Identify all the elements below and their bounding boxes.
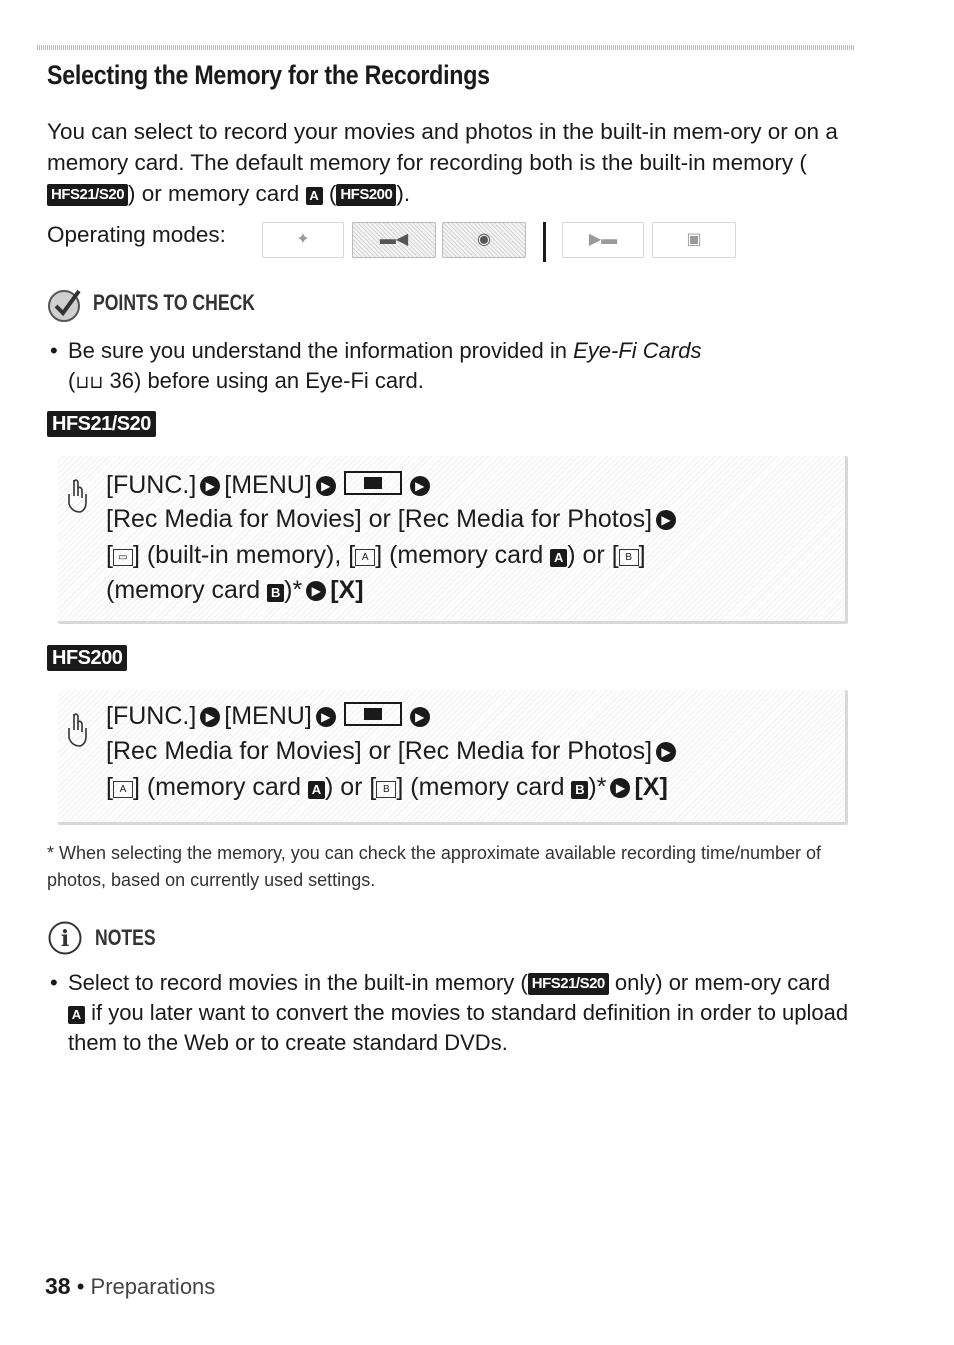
next-arrow-icon: ▶ [200, 707, 220, 727]
memory-card-a-icon: A [308, 781, 325, 799]
notes-text: if you later want to convert the movies to standard definition in order to upload them to the Web or to create standard DVDs. [68, 1000, 849, 1055]
close-label: [X] [634, 773, 668, 801]
next-arrow-icon: ▶ [410, 707, 430, 727]
model-chip-hfs21: HFS21/S20 [528, 973, 609, 995]
camera-setup-menu-icon [344, 702, 402, 726]
intro-text: You can select to record your movies and photos in the built-in mem-ory or on a memory card. The default memory for recording both is the built-in memory ( [47, 119, 838, 175]
option-text: ] (memory card [375, 541, 551, 569]
operating-modes-label: Operating modes: [47, 222, 226, 247]
option-text: ] (built-in memory), [ [132, 541, 356, 569]
memory-card-b-icon: B [571, 781, 588, 799]
close-label: [X] [330, 576, 364, 604]
notes-text: Select to record movies in the built-in memory ( [68, 970, 528, 995]
notes-text: only) or mem-ory card [608, 970, 831, 995]
bullet-text: Be sure you understand the information provided in [68, 338, 574, 363]
photo-camera-icon: ◉ [442, 222, 526, 258]
rec-media-label: [Rec Media for Movies] or [Rec Media for Photos] [106, 737, 653, 765]
option-text: )* [588, 773, 607, 801]
func-label: [FUNC.] [106, 471, 197, 499]
next-arrow-icon: ▶ [316, 476, 336, 496]
memory-card-b-icon: B [267, 584, 284, 602]
func-label: [FUNC.] [106, 702, 197, 730]
hand-pointer-icon [62, 710, 90, 750]
procedure-line-2 [106, 501, 680, 537]
playback-photo-icon: ▣ [652, 222, 736, 258]
model-label-hfs21 [47, 411, 156, 437]
next-arrow-icon: ▶ [656, 510, 676, 530]
intro-paragraph [47, 116, 857, 209]
option-text: ) or [ [324, 773, 377, 801]
points-to-check-title: POINTS TO CHECK [93, 290, 256, 315]
section-name: Preparations [90, 1274, 216, 1299]
card-b-option-icon: B [376, 781, 396, 798]
intro-text: ) or memory card [128, 181, 306, 206]
procedure-line-2 [106, 733, 680, 769]
book-icon: ⊔⊔ [75, 372, 104, 392]
bracket: [ [106, 773, 113, 801]
built-in-memory-icon: ▭ [113, 549, 133, 566]
model-label-hfs200 [47, 645, 127, 671]
movie-camera-icon: ▬◀ [352, 222, 436, 258]
page-footer [45, 1273, 215, 1300]
next-arrow-icon: ▶ [200, 476, 220, 496]
rec-media-label: [Rec Media for Movies] or [Rec Media for Photos] [106, 505, 653, 533]
procedure-line-3 [106, 769, 668, 805]
auto-mode-icon: ✦ [262, 222, 344, 258]
next-arrow-icon: ▶ [656, 742, 676, 762]
bullet-text: ( [68, 368, 76, 393]
card-a-option-icon: A [355, 549, 375, 566]
playback-movie-icon: ▶▬ [562, 222, 644, 258]
procedure-line-3 [106, 537, 646, 573]
option-text: ] (memory card [132, 773, 308, 801]
footer-separator: • [76, 1274, 85, 1299]
model-chip: HFS200 [47, 645, 127, 671]
menu-label: [MENU] [224, 471, 312, 499]
option-text: ] [638, 541, 646, 569]
intro-text: ). [396, 181, 411, 206]
next-arrow-icon: ▶ [610, 778, 630, 798]
bullet-text: 36) before using an Eye-Fi card. [103, 368, 424, 393]
option-text: ] (memory card [396, 773, 572, 801]
checkmark-icon [46, 285, 84, 323]
model-chip: HFS21/S20 [47, 411, 156, 437]
svg-text:i: i [60, 926, 70, 952]
menu-label: [MENU] [224, 702, 312, 730]
intro-text: ( [322, 181, 337, 206]
bullet-dot: • [50, 970, 58, 995]
eye-fi-reference: Eye-Fi Cards [573, 338, 702, 363]
procedure-line-4 [106, 572, 364, 608]
page-number: 38 [45, 1273, 71, 1299]
card-b-option-icon: B [619, 549, 639, 566]
bracket: [ [106, 541, 113, 569]
option-text: (memory card [106, 576, 268, 604]
notes-title: NOTES [95, 925, 156, 950]
camera-setup-menu-icon [344, 471, 402, 495]
model-chip-hfs21: HFS21/S20 [47, 184, 128, 206]
procedure-line-1 [106, 467, 434, 503]
info-icon [47, 920, 83, 956]
mode-divider [543, 222, 546, 262]
model-chip-hfs200: HFS200 [336, 184, 396, 206]
memory-card-a-icon: A [306, 187, 323, 205]
next-arrow-icon: ▶ [410, 476, 430, 496]
option-text: )* [284, 576, 303, 604]
next-arrow-icon: ▶ [306, 581, 326, 601]
points-bullet [50, 336, 810, 397]
procedure-line-1 [106, 698, 434, 734]
page-title: Selecting the Memory for the Recordings [47, 60, 490, 90]
card-a-option-icon: A [113, 781, 133, 798]
hand-pointer-icon [62, 476, 90, 516]
next-arrow-icon: ▶ [316, 707, 336, 727]
footnote: * When selecting the memory, you can check the approximate available recording time/number of photos, based on currently used settings. [47, 843, 822, 890]
memory-card-a-icon: A [68, 1006, 85, 1024]
memory-card-a-icon: A [550, 549, 567, 567]
top-rule [37, 45, 854, 50]
bullet-dot: • [50, 338, 58, 363]
option-text: ) or [ [567, 541, 619, 569]
notes-bullet [50, 968, 850, 1058]
